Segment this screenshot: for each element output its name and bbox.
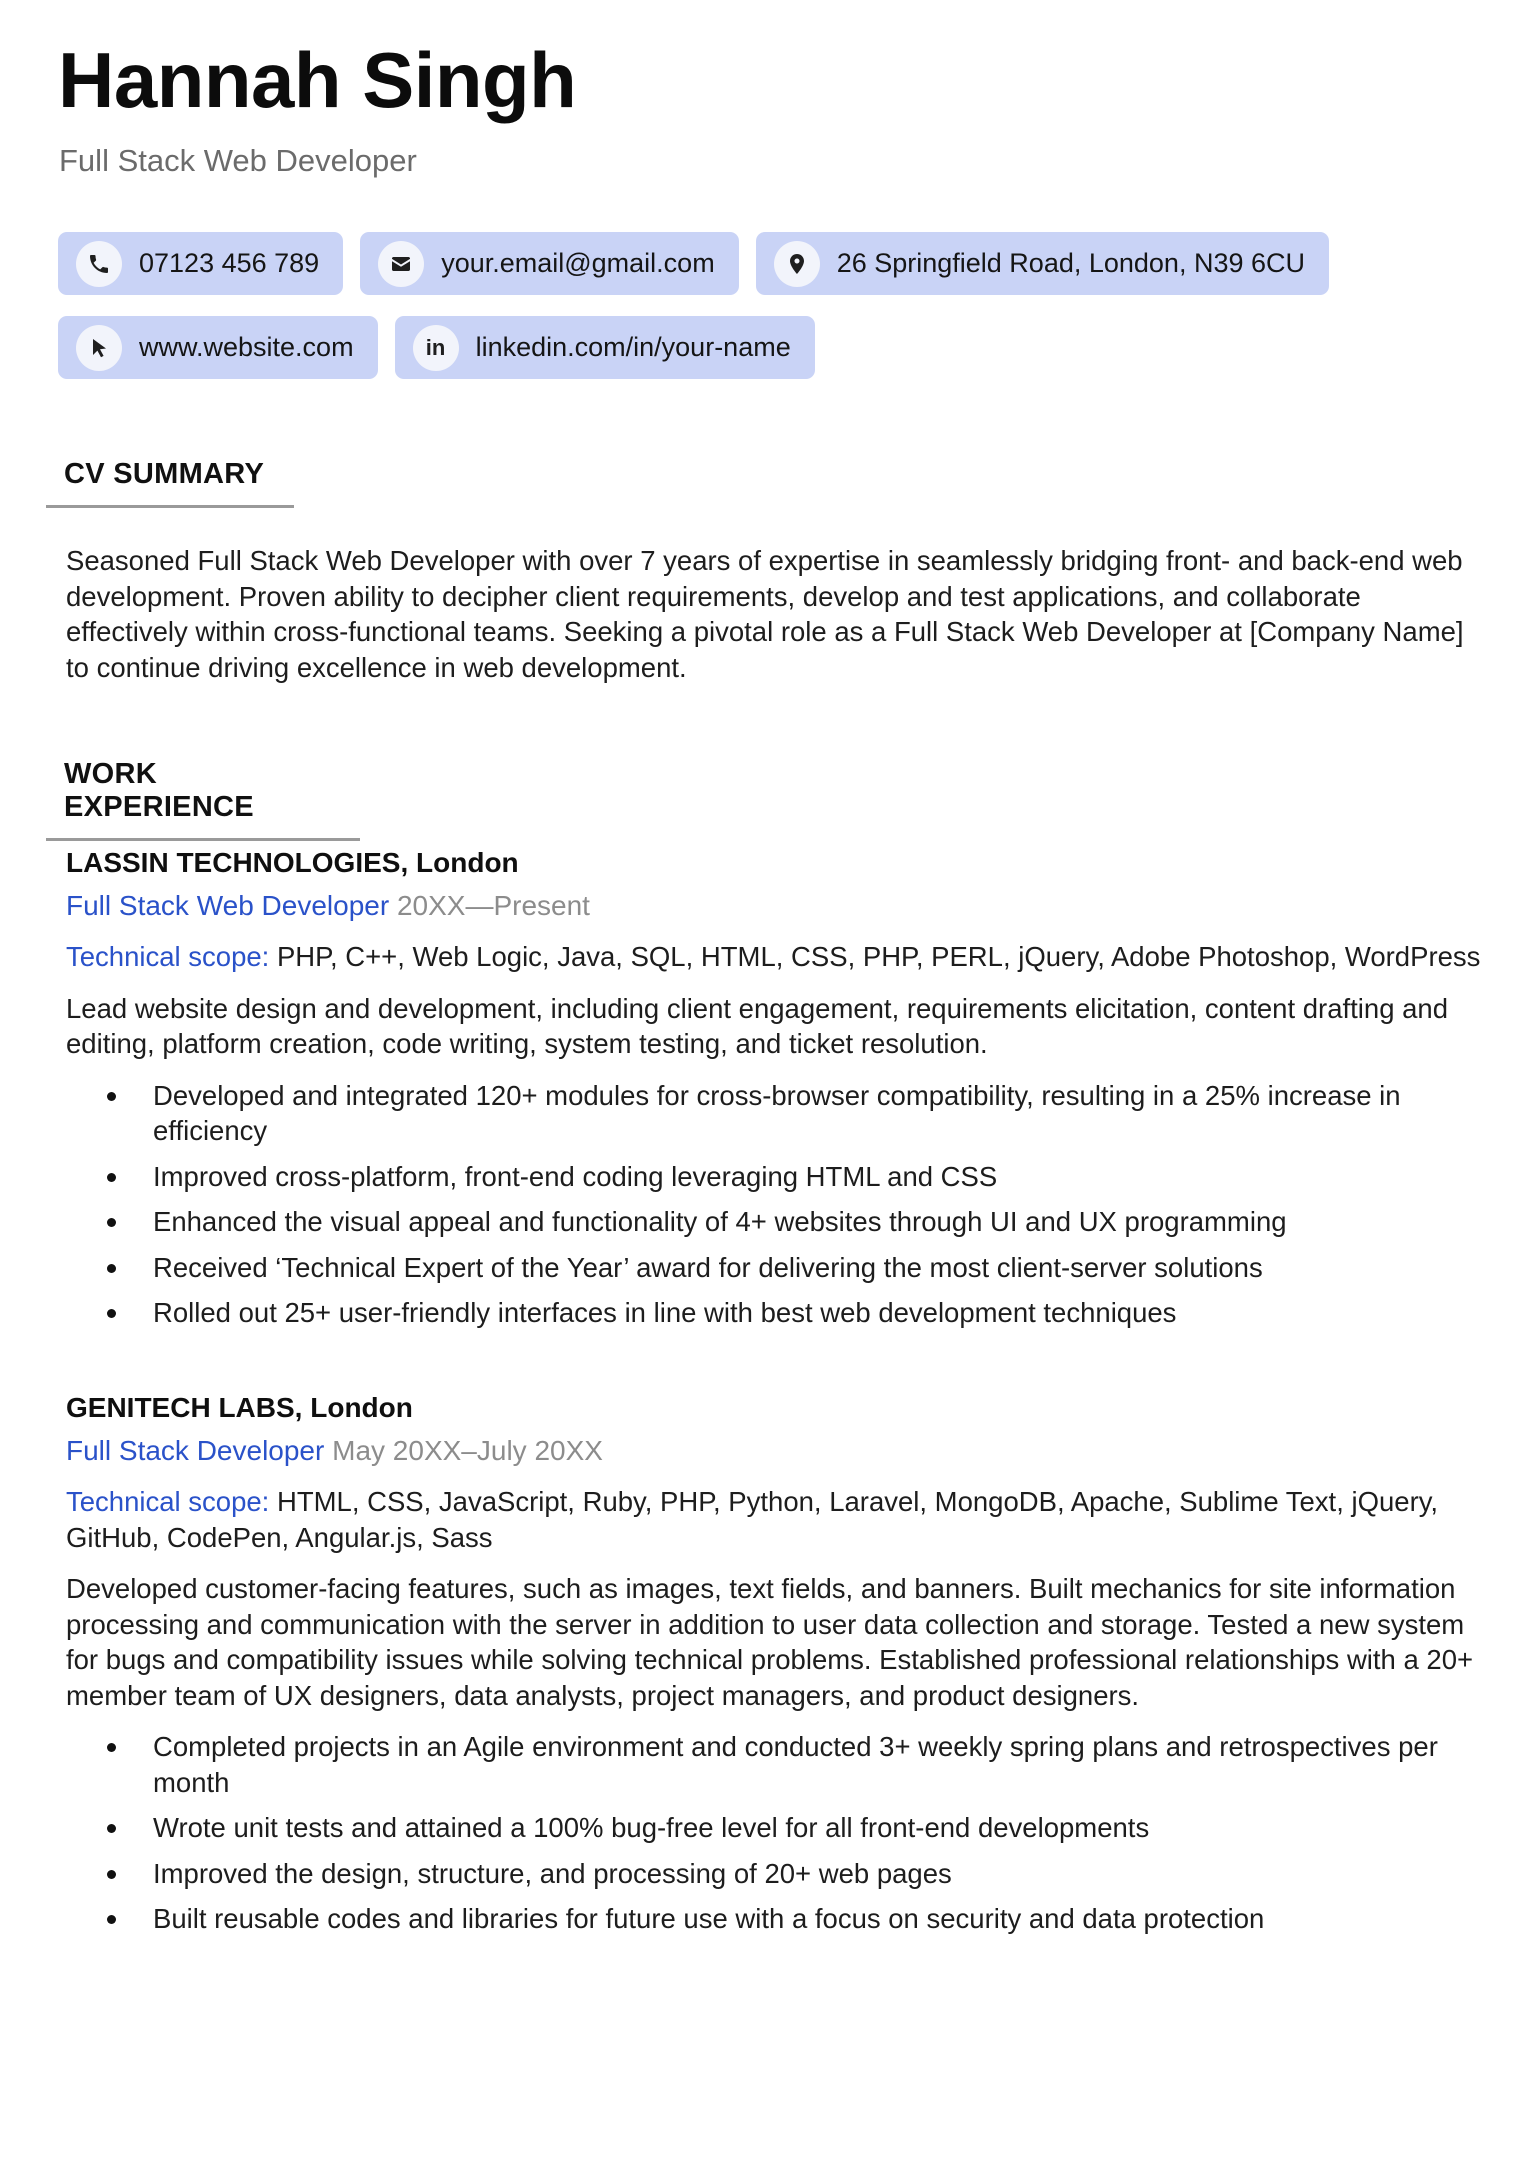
address-text: 26 Springfield Road, London, N39 6CU (836, 248, 1305, 278)
linkedin-icon (413, 325, 459, 371)
phone-text: 07123 456 789 (139, 248, 320, 278)
bullet-text: Received ‘Technical Expert of the Year’ award for delivering the most client-server solutions (153, 1251, 1263, 1283)
bullet-dot (107, 1264, 116, 1273)
bullet-text: Developed and integrated 120+ modules for cross-browser compatibility, resulting in a 25% increase in efficiency (153, 1079, 1401, 1146)
bullet-text: Completed projects in an Agile environment and conducted 3+ weekly spring plans and retrospectives per month (153, 1731, 1438, 1798)
linkedin-glyph: in (425, 334, 446, 360)
job-dates: May 20XX–July 20XX (332, 1435, 603, 1466)
job-role: Full Stack Web Developer (66, 890, 390, 921)
list-item (66, 1295, 1486, 1331)
job-description: Developed customer-facing features, such as images, text fields, and banners. Built mechanics for site information processing and communication with the server in addition to user data collection and storage. Tested a new system for bugs and compatibility issues while solving technical problems. Established professional relationships with a 20+ member team of UX designers, data analysts, project managers, and product designers. (66, 1573, 1474, 1711)
email-text: your.email@gmail.com (441, 248, 715, 278)
job-company: LASSIN TECHNOLOGIES, London (66, 847, 519, 878)
list-item (66, 1078, 1486, 1149)
envelope-icon (378, 241, 424, 287)
scope-label: Technical scope: (66, 941, 270, 972)
list-item (66, 1810, 1486, 1846)
bullet-dot (107, 1824, 116, 1833)
contact-address (756, 232, 1329, 295)
location-pin-icon (774, 241, 820, 287)
bullet-dot (107, 1309, 116, 1318)
bullet-dot (107, 1743, 116, 1752)
bullet-text: Wrote unit tests and attained a 100% bug-free level for all front-end developments (153, 1812, 1150, 1843)
summary-text: Seasoned Full Stack Web Developer with over 7 years of expertise in seamlessly bridging front- and back-end web development. Proven ability to decipher client requirements, develop and test applications, and collaborate effectively within cross-functional teams. Seeking a pivotal role as a Full Stack Web Developer at [Company Name] to continue driving excellence in web development. (66, 545, 1464, 683)
contact-row-secondary (58, 316, 815, 379)
job-role: Full Stack Developer (66, 1435, 325, 1466)
bullet-dot (107, 1173, 116, 1182)
list-item (66, 1250, 1486, 1286)
list-item (66, 1204, 1486, 1240)
job-role-line (66, 887, 1486, 925)
bullet-text: Rolled out 25+ user-friendly interfaces in line with best web development techniques (153, 1297, 1177, 1328)
contact-email[interactable] (360, 232, 739, 295)
job-scope (66, 1484, 1486, 1555)
scope-label: Technical scope: (66, 1486, 270, 1517)
bullet-text: Enhanced the visual appeal and functionality of 4+ websites through UI and UX programming (153, 1206, 1287, 1237)
job-scope (66, 939, 1486, 975)
bullet-text: Built reusable codes and libraries for future use with a focus on security and data protection (153, 1903, 1265, 1934)
bullet-text: Improved cross-platform, front-end coding leveraging HTML and CSS (153, 1160, 998, 1192)
job-entry (66, 845, 1486, 1341)
contact-website[interactable] (58, 316, 378, 379)
list-item (66, 1901, 1486, 1937)
contact-row-primary (58, 232, 1329, 295)
linkedin-text: linkedin.com/in/your-name (475, 332, 791, 362)
bullet-text: Improved the design, structure, and processing of 20+ web pages (153, 1857, 952, 1889)
scope-text: HTML, CSS, JavaScript, Ruby, PHP, Python, Laravel, MongoDB, Apache, Sublime Text, jQuery, GitHub, CodePen, Angular.js, Sass (66, 1486, 1439, 1553)
bullet-dot (107, 1092, 116, 1101)
job-dates: 20XX—Present (396, 890, 590, 921)
summary-heading: CV SUMMARY (46, 458, 294, 508)
scope-text: PHP, C++, Web Logic, Java, SQL, HTML, CSS, PHP, PERL, jQuery, Adobe Photoshop, WordPress (276, 941, 1481, 972)
job-achievements (66, 1078, 1486, 1331)
job-role-line (66, 1432, 1486, 1470)
job-description: Lead website design and development, including client engagement, requirements elicitation, content drafting and editing, platform creation, code writing, system testing, and ticket resolution. (66, 992, 1449, 1059)
list-item (66, 1729, 1486, 1800)
list-item (66, 1856, 1486, 1892)
job-company: GENITECH LABS, London (66, 1392, 413, 1423)
bullet-dot (107, 1870, 116, 1879)
bullet-dot (107, 1218, 116, 1227)
contact-linkedin[interactable] (395, 316, 815, 379)
job-achievements (66, 1729, 1486, 1937)
website-text: www.website.com (139, 332, 354, 362)
cursor-icon (76, 325, 122, 371)
candidate-title: Full Stack Web Developer (59, 143, 417, 178)
bullet-dot (107, 1915, 116, 1924)
contact-phone[interactable] (58, 232, 343, 295)
candidate-name: Hannah Singh (58, 36, 577, 124)
work-experience-heading: WORK EXPERIENCE (46, 758, 360, 841)
job-entry (66, 1390, 1486, 1947)
list-item (66, 1159, 1486, 1195)
phone-icon (76, 241, 122, 287)
